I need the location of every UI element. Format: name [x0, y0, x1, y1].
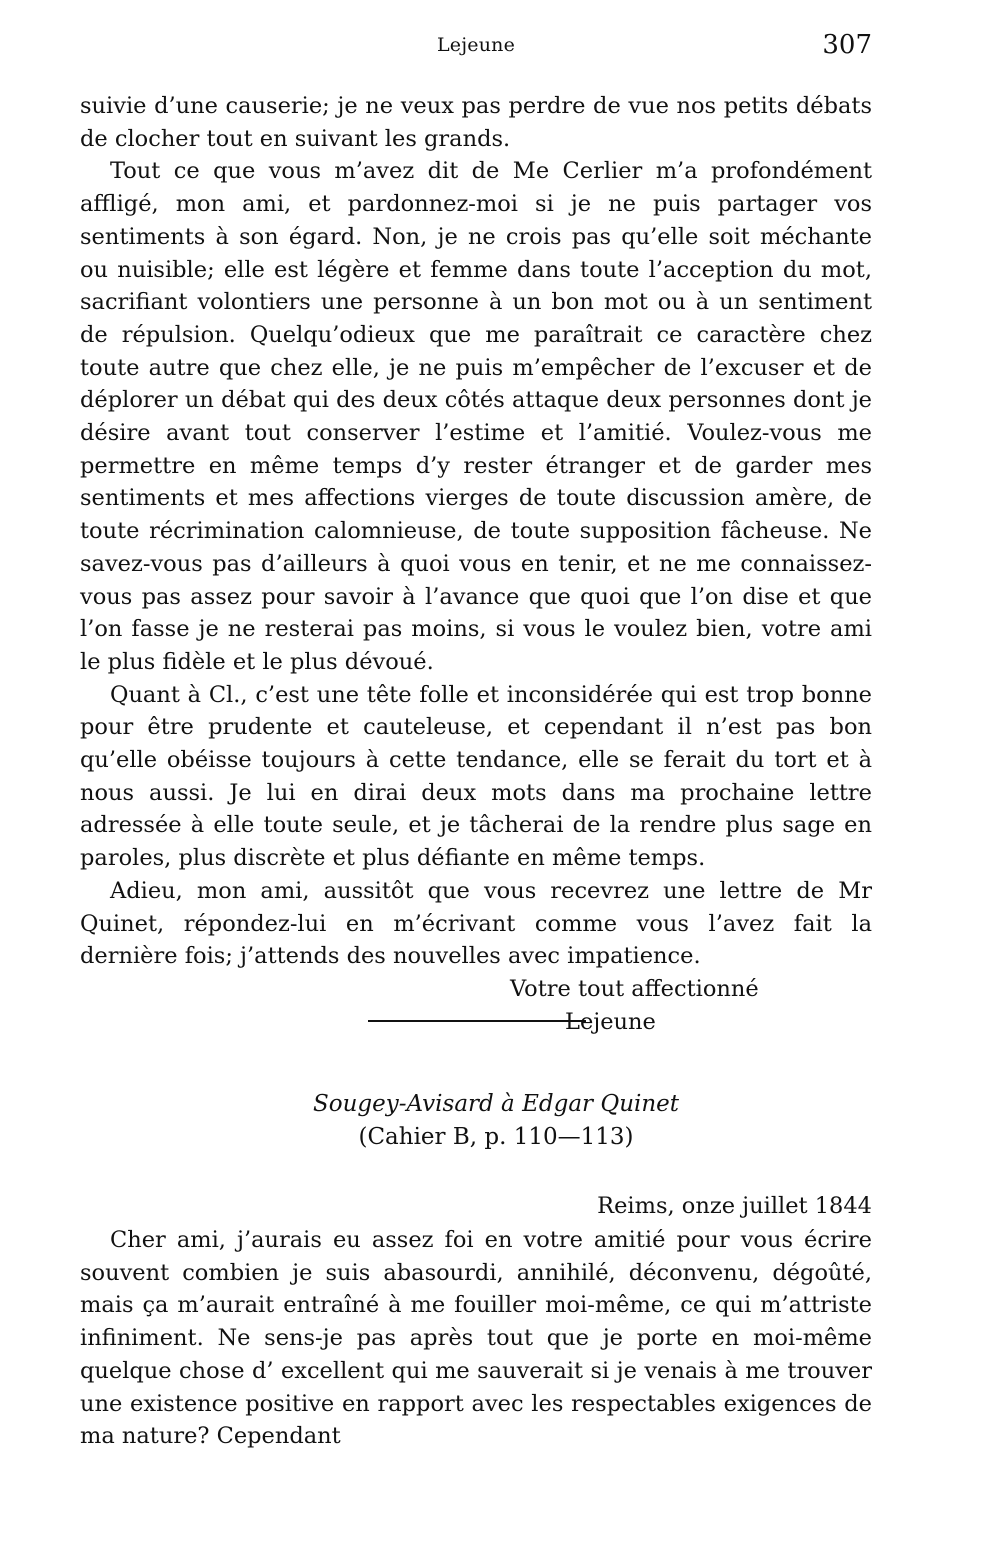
paragraph: Tout ce que vous m’avez dit de Me Cerlier m’a profondément affligé, mon ami, et pardonnez-moi si je ne puis partager vos sentiments à son égard. Non, je ne crois pas qu’elle soit méchante ou nuisible; elle est légère et femme dans toute l’acception du mot, sacrifiant volontiers une personne à un bon mot ou à un sentiment de répulsion. Quelqu’odieux que me paraîtrait ce caractère chez toute autre que chez elle, je ne puis m’empêcher de l’excuser et de déplorer un débat qui des deux côtés attaque deux personnes dont je désire avant tout conserver l’estime et l’amitié. Voulez-vous me permettre en même temps d’y rester étranger et de garder mes sentiments et mes affections vierges de toute discussion amère, de toute récrimination calomnieuse, de toute supposition fâcheuse. Ne savez-vous pas d’ailleurs à quoi vous en tenir, et ne me connaissez-vous pas assez pour savoir à l’avance que quoi que l’on dise et que l’on fasse je ne resterai pas moins, si vous le voulez bien, votre ami le plus fidèle et le plus dévoué. — [80, 158, 872, 675]
section-divider — [368, 1020, 586, 1022]
letter-title: Sougey-Avisard à Edgar Quinet — [312, 1091, 680, 1117]
closing-salutation: Votre tout affectionné — [510, 975, 759, 1002]
running-title: Lejeune — [436, 34, 516, 56]
running-header — [80, 30, 872, 64]
letter-heading — [80, 1088, 872, 1154]
paragraph: Adieu, mon ami, aussitôt que vous recevrez une lettre de Mr Quinet, répondez-lui en m’écrivant comme vous l’avez fait la dernière fois; j’attends des nouvelles avec impatience. — [80, 877, 872, 970]
dateline: Reims, onze juillet 1844 — [597, 1193, 872, 1219]
letter-lejeune-body — [80, 90, 872, 1038]
letter-source: (Cahier B, p. 110—113) — [358, 1124, 634, 1150]
paragraph: Cher ami, j’aurais eu assez foi en votre amitié pour vous écrire souvent combien je suis abasourdi, annihilé, déconvenu, dégoûté, mais ça m’aurait entraîné à me fouiller moi-même, ce qui m’attriste infiniment. Ne sens-je pas après tout que je porte en moi-même quelque chose d’ excellent qui me sauverait si je venais à me trouver une existence positive en rapport avec les respectables exigences de ma nature? Cependant — [80, 1227, 872, 1450]
signature: Lejeune — [565, 1008, 656, 1035]
paragraph: suivie d’une causerie; je ne veux pas perdre de vue nos petits débats de clocher tout en suivant les grands. — [80, 93, 872, 152]
paragraph: Quant à Cl., c’est une tête folle et inconsidérée qui est trop bonne pour être prudente et cauteleuse, et cependant il n’est pas bon qu’elle obéisse toujours à cette tendance, elle se ferait du tort et à nous aussi. Je lui en dirai deux mots dans ma prochaine lettre adressée à elle toute seule, et je tâcherai de la rendre plus sage en paroles, plus discrète et plus défiante en même temps. — [80, 681, 872, 872]
letter-sougey-body — [80, 1224, 872, 1453]
page-number: 307 — [822, 30, 872, 60]
